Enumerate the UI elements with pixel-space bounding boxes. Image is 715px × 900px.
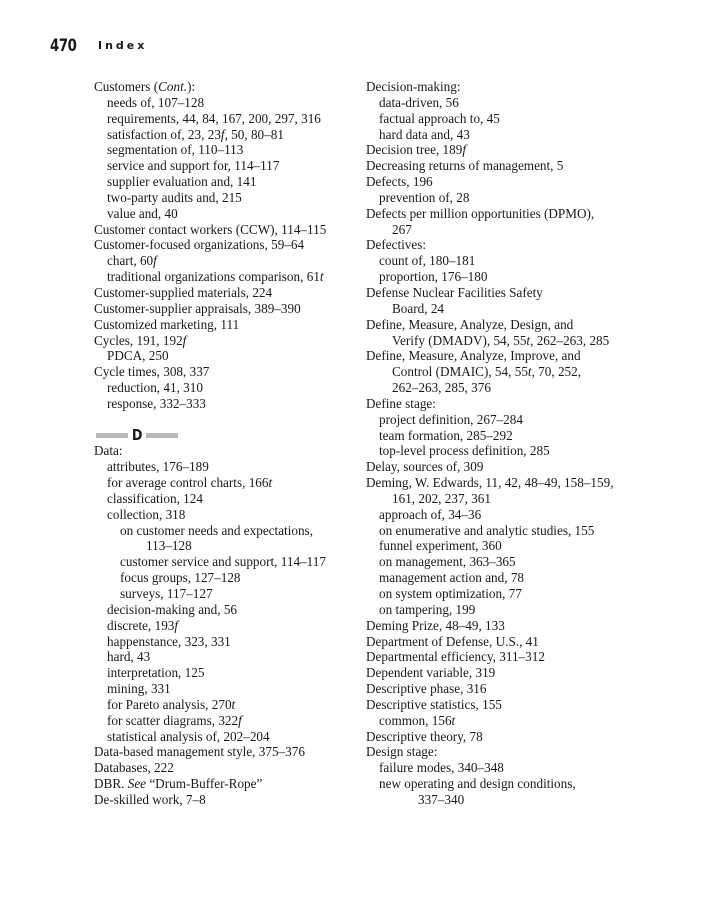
- index-subentry: proportion, 176–180: [379, 269, 488, 285]
- index-subentry: statistical analysis of, 202–204: [107, 728, 270, 744]
- index-entry: Customer-focused organizations, 59–64: [94, 237, 305, 253]
- index-entry: Databases, 222: [94, 760, 174, 776]
- index-subentry: focus groups, 127–128: [120, 570, 241, 586]
- index-entry: Departmental efficiency, 311–312: [366, 649, 545, 665]
- index-subentry: new operating and design conditions,: [379, 776, 576, 792]
- index-entry-continuation: 262–263, 285, 376: [392, 380, 491, 396]
- index-entry: Decision-making:: [366, 79, 461, 94]
- index-subentry: factual approach to, 45: [379, 110, 500, 126]
- index-entry: Deming Prize, 48–49, 133: [366, 617, 505, 633]
- index-subentry: data-driven, 56: [379, 94, 459, 110]
- index-entry: DBR. See “Drum-Buffer-Rope”: [94, 776, 263, 792]
- index-subentry: classification, 124: [107, 490, 203, 506]
- index-subentry: for Pareto analysis, 270t: [107, 696, 236, 712]
- index-subentry: traditional organizations comparison, 61t: [107, 269, 324, 285]
- index-entry: Define, Measure, Analyze, Improve, and: [366, 348, 581, 364]
- index-subentry: for scatter diagrams, 322f: [107, 712, 242, 728]
- index-entry-continuation: Board, 24: [392, 300, 445, 316]
- index-subentry: team formation, 285–292: [379, 427, 513, 443]
- letter-heading-d: [94, 425, 356, 444]
- index-subentry: value and, 40: [107, 205, 178, 221]
- index-entry: Defense Nuclear Facilities Safety: [366, 284, 543, 300]
- index-entry: Defects, 196: [366, 174, 433, 190]
- index-subentry: decision-making and, 56: [107, 601, 238, 617]
- index-entry: De-skilled work, 7–8: [94, 791, 206, 807]
- index-subentry: satisfaction of, 23, 23f, 50, 80–81: [107, 126, 284, 142]
- index-entry-continuation: Verify (DMADV), 54, 55t, 262–263, 285: [392, 332, 610, 348]
- letter-heading-char: D: [131, 425, 143, 444]
- index-entry: Defects per million opportunities (DPMO),: [366, 205, 595, 221]
- left-entries-d: [94, 443, 356, 807]
- index-entry-continuation: 113–128: [146, 538, 192, 554]
- index-subentry: failure modes, 340–348: [379, 760, 504, 776]
- index-entry: Deming, W. Edwards, 11, 42, 48–49, 158–159,: [366, 475, 614, 491]
- index-subentry: two-party audits and, 215: [107, 189, 242, 205]
- index-subentry: needs of, 107–128: [107, 94, 205, 110]
- right-entries: [366, 79, 626, 808]
- index-entry-continuation: 161, 202, 237, 361: [392, 490, 491, 506]
- index-subentry: interpretation, 125: [107, 665, 205, 681]
- index-entry: Descriptive phase, 316: [366, 681, 487, 697]
- index-subentry: top-level process definition, 285: [379, 443, 550, 459]
- index-entry-continuation: 267: [392, 221, 412, 237]
- index-entry-continuation: 337–340: [418, 791, 465, 807]
- section-title: Index: [98, 39, 148, 52]
- index-subentry: funnel experiment, 360: [379, 538, 502, 554]
- index-subentry: collection, 318: [107, 506, 186, 522]
- index-entry: Data-based management style, 375–376: [94, 744, 305, 760]
- index-subentry: management action and, 78: [379, 570, 525, 586]
- index-subentry: supplier evaluation and, 141: [107, 174, 257, 190]
- index-subentry: surveys, 117–127: [120, 586, 213, 601]
- index-subentry: response, 332–333: [107, 395, 206, 411]
- index-subentry: PDCA, 250: [107, 348, 169, 364]
- index-subentry: discrete, 193f: [107, 617, 179, 633]
- index-column-left: [94, 79, 356, 808]
- index-entry: Decreasing returns of management, 5: [366, 158, 564, 174]
- index-entry: Cycles, 191, 192f: [94, 332, 187, 348]
- index-subentry: for average control charts, 166t: [107, 475, 273, 491]
- letter-rule-right: [146, 433, 178, 438]
- index-subentry: hard data and, 43: [379, 126, 470, 142]
- index-entry: Customer-supplied materials, 224: [94, 284, 273, 300]
- index-subentry: prevention of, 28: [379, 189, 470, 205]
- index-subentry: project definition, 267–284: [379, 411, 523, 427]
- index-subentry: chart, 60f: [107, 253, 157, 269]
- index-subentry: customer service and support, 114–117: [120, 554, 326, 570]
- index-entry: Customer-supplier appraisals, 389–390: [94, 300, 301, 316]
- index-column-right: [366, 79, 626, 808]
- page-number: 470: [50, 36, 77, 56]
- index-entry: Customers (Cont.):: [94, 79, 196, 94]
- index-subentry: reduction, 41, 310: [107, 380, 203, 396]
- index-subentry: count of, 180–181: [379, 253, 476, 269]
- index-entry: Cycle times, 308, 337: [94, 364, 210, 380]
- index-entry: Department of Defense, U.S., 41: [366, 633, 539, 649]
- index-subentry: on tampering, 199: [379, 601, 476, 617]
- index-subentry: attributes, 176–189: [107, 459, 209, 475]
- index-entry: Design stage:: [366, 744, 438, 760]
- index-subentry: requirements, 44, 84, 167, 200, 297, 316: [107, 110, 321, 126]
- index-entry: Descriptive theory, 78: [366, 728, 483, 744]
- index-subentry: on enumerative and analytic studies, 155: [379, 522, 595, 538]
- index-entry: Decision tree, 189f: [366, 142, 466, 158]
- index-subentry: mining, 331: [107, 681, 171, 697]
- index-entry: Defectives:: [366, 237, 427, 253]
- letter-rule-left: [96, 433, 128, 438]
- index-subentry: service and support for, 114–117: [107, 158, 280, 174]
- index-subentry: approach of, 34–36: [379, 506, 482, 522]
- index-subentry: on management, 363–365: [379, 554, 516, 570]
- index-subentry: on customer needs and expectations,: [120, 522, 313, 538]
- index-entry: Customer contact workers (CCW), 114–115: [94, 221, 327, 237]
- index-entry: Customized marketing, 111: [94, 316, 240, 332]
- index-entry: Delay, sources of, 309: [366, 459, 484, 475]
- index-entry-continuation: Control (DMAIC), 54, 55t, 70, 252,: [392, 364, 582, 380]
- index-entry: Define stage:: [366, 395, 436, 411]
- index-subentry: happenstance, 323, 331: [107, 633, 231, 649]
- index-entry: Dependent variable, 319: [366, 665, 496, 681]
- index-entry: Define, Measure, Analyze, Design, and: [366, 316, 574, 332]
- index-subentry: hard, 43: [107, 649, 151, 665]
- index-subentry: segmentation of, 110–113: [107, 142, 244, 158]
- index-subentry: common, 156t: [379, 712, 456, 728]
- index-entry: Data:: [94, 443, 123, 459]
- left-entries: [94, 79, 356, 412]
- index-entry: Descriptive statistics, 155: [366, 696, 502, 712]
- index-subentry: on system optimization, 77: [379, 586, 522, 601]
